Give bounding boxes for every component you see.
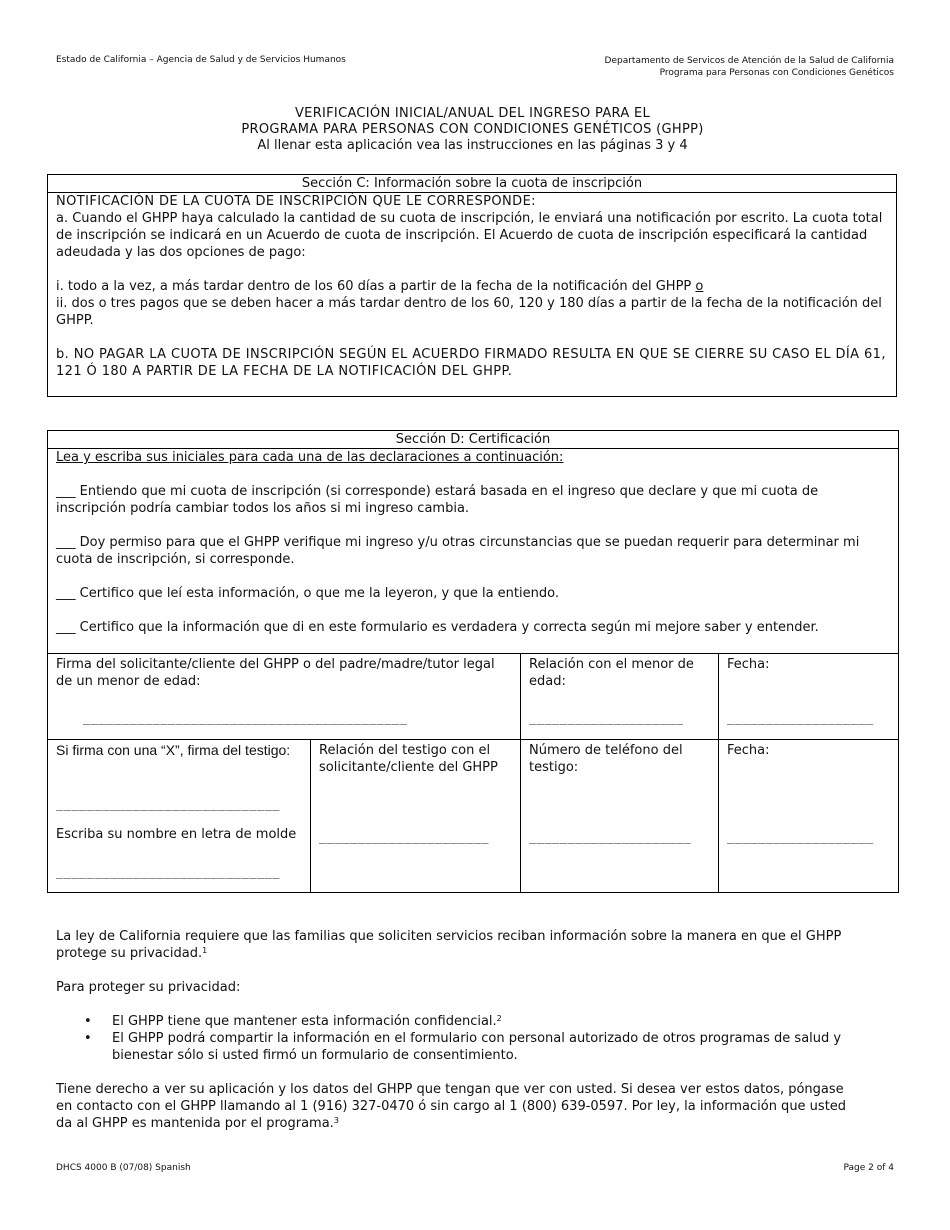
statement-3 xyxy=(56,585,890,602)
section-c-heading: Sección C: Información sobre la cuota de inscripción xyxy=(48,175,896,193)
date-line[interactable]: ___________________ xyxy=(727,711,874,725)
section-d-statements xyxy=(48,449,898,636)
applicant-signature-line[interactable]: __________________________________________ xyxy=(83,711,408,725)
privacy-para-3 xyxy=(56,1081,856,1132)
section-d-instruction: Lea y escriba sus iniciales para cada una de las declaraciones a continuación: xyxy=(56,450,564,465)
section-c-option-ii: ii. dos o tres pagos que se deben hacer a más tardar dentro de los 60, 120 y 180 días a partir de la fecha de la notificación del GHPP. xyxy=(56,296,882,328)
statement-3-text: Certifico que leí esta información, o que me la leyeron, y que la entiendo. xyxy=(79,586,559,601)
relation-label: Relación con el menor de edad: xyxy=(529,657,694,689)
relation-line[interactable]: ____________________ xyxy=(529,711,684,725)
privacy-para-2: Para proteger su privacidad: xyxy=(56,980,241,995)
witness-date-label: Fecha: xyxy=(727,743,770,758)
option-i-or: o xyxy=(695,279,704,294)
footnote-ref-3: 3 xyxy=(333,1116,339,1125)
footnote-ref-1: 1 xyxy=(202,946,208,955)
print-name-line[interactable]: _____________________________ xyxy=(56,865,281,879)
initials-blank-1[interactable]: ___ xyxy=(56,484,76,499)
bullet-item-1 xyxy=(56,1013,856,1030)
statement-2-text: Doy permiso para que el GHPP verifique mi ingreso y/u otras circunstancias que se puedan requerir para determinar mi cuota de inscripción, si corresponde. xyxy=(56,535,860,567)
option-i-text: i. todo a la vez, a más tardar dentro de los 60 días a partir de la fecha de la notificación del GHPP xyxy=(56,279,692,294)
relation-cell xyxy=(520,654,718,740)
signature-row xyxy=(48,653,898,740)
print-name-label: Escriba su nombre en letra de molde xyxy=(56,827,297,842)
privacy-notice xyxy=(56,928,856,1132)
witness-date-line[interactable]: ___________________ xyxy=(727,830,874,844)
footnote-ref-2: 2 xyxy=(496,1014,502,1023)
witness-phone-cell xyxy=(520,740,718,892)
bullet-1-text: El GHPP tiene que mantener esta información confidencial. xyxy=(112,1014,497,1029)
witness-relation-cell xyxy=(310,740,520,892)
bullet-item-2 xyxy=(56,1030,856,1064)
section-d-box xyxy=(47,430,899,893)
bullet-icon: • xyxy=(84,1031,92,1046)
witness-signature-line[interactable]: _____________________________ xyxy=(56,797,281,811)
form-number: DHCS 4000 B (07/08) Spanish xyxy=(56,1163,191,1173)
bullet-2-text: El GHPP podrá compartir la información en el formulario con personal autorizado de otros programas de salud y bienestar sólo si usted firmó un formulario de consentimiento. xyxy=(112,1031,842,1063)
date-label: Fecha: xyxy=(727,657,770,672)
applicant-signature-label: Firma del solicitante/cliente del GHPP o del padre/madre/tutor legal de un menor de edad: xyxy=(56,657,495,689)
statement-4-text: Certifico que la información que di en este formulario es verdadera y correcta según mi mejore saber y entender. xyxy=(79,620,819,635)
statement-1-text: Entiendo que mi cuota de inscripción (si corresponde) estará basada en el ingreso que declare y que mi cuota de inscripción podría cambiar todos los años si mi ingreso cambia. xyxy=(56,484,819,516)
privacy-para-1-text: La ley de California requiere que las familias que soliciten servicios reciban información sobre la manera en que el GHPP protege su privacidad. xyxy=(56,929,842,961)
witness-phone-label: Número de teléfono del testigo: xyxy=(529,743,683,775)
section-d-heading: Sección D: Certificación xyxy=(48,431,898,449)
header-program-line2: Programa para Personas con Condiciones Genéticos xyxy=(659,68,894,78)
witness-row xyxy=(48,739,898,892)
witness-signature-label: Si firma con una “X”, firma del testigo: xyxy=(56,742,291,758)
page-number: Page 2 of 4 xyxy=(843,1163,894,1173)
title-line2: PROGRAMA PARA PERSONAS CON CONDICIONES GENÉTICOS (GHPP) xyxy=(241,122,704,137)
statement-4 xyxy=(56,619,890,636)
form-title xyxy=(0,106,945,154)
header-department-line1: Departamento de Servicos de Atención de la Salud de California xyxy=(604,56,894,66)
statement-2 xyxy=(56,534,890,568)
date-cell xyxy=(718,654,898,740)
privacy-para-3-text: Tiene derecho a ver su aplicación y los datos del GHPP que tengan que ver con usted. Si desea ver estos datos, póngase en contacto con el GHPP llamando al 1 (916) 327-0470 ó sin cargo al 1 (800) 639-0597. Por ley, la información que usted da al GHPP es mantenida por el programa. xyxy=(56,1082,847,1131)
header-department xyxy=(605,55,894,79)
title-instructions: Al llenar esta aplicación vea las instrucciones en las páginas 3 y 4 xyxy=(257,138,688,153)
applicant-signature-cell xyxy=(48,654,520,740)
section-c-para-b: b. NO PAGAR LA CUOTA DE INSCRIPCIÓN SEGÚN EL ACUERDO FIRMADO RESULTA EN QUE SE CIERRE SU CASO EL DÍA 61, 121 Ó 180 A PARTIR DE LA FECHA DE LA NOTIFICACIÓN DEL GHPP. xyxy=(56,347,886,379)
section-c-body xyxy=(48,193,896,380)
witness-phone-line[interactable]: _____________________ xyxy=(529,830,692,844)
initials-blank-3[interactable]: ___ xyxy=(56,586,76,601)
witness-relation-line[interactable]: ______________________ xyxy=(319,830,489,844)
initials-blank-2[interactable]: ___ xyxy=(56,535,76,550)
witness-date-cell xyxy=(718,740,898,892)
witness-relation-label: Relación del testigo con el solicitante/cliente del GHPP xyxy=(319,743,498,775)
section-c-para-a: a. Cuando el GHPP haya calculado la cantidad de su cuota de inscripción, le enviará una notificación por escrito. La cuota total de inscripción se indicará en un Acuerdo de cuota de inscripción. El Acuerdo de cuota de inscripción especificará la cantidad adeudada y las dos opciones de pago: xyxy=(56,211,883,260)
privacy-para-1 xyxy=(56,928,856,962)
privacy-bullets xyxy=(56,1013,856,1064)
title-line1: VERIFICACIÓN INICIAL/ANUAL DEL INGRESO PARA EL xyxy=(294,106,651,121)
statement-1 xyxy=(56,483,890,517)
bullet-icon: • xyxy=(84,1014,92,1029)
section-c-subheading: NOTIFICACIÓN DE LA CUOTA DE INSCRIPCIÓN QUE LE CORRESPONDE: xyxy=(56,194,536,209)
initials-blank-4[interactable]: ___ xyxy=(56,620,76,635)
witness-signature-cell xyxy=(48,740,310,892)
header-agency: Estado de California – Agencia de Salud y de Servicios Humanos xyxy=(56,55,346,65)
section-c-box xyxy=(47,174,897,397)
section-c-option-i xyxy=(56,278,888,295)
